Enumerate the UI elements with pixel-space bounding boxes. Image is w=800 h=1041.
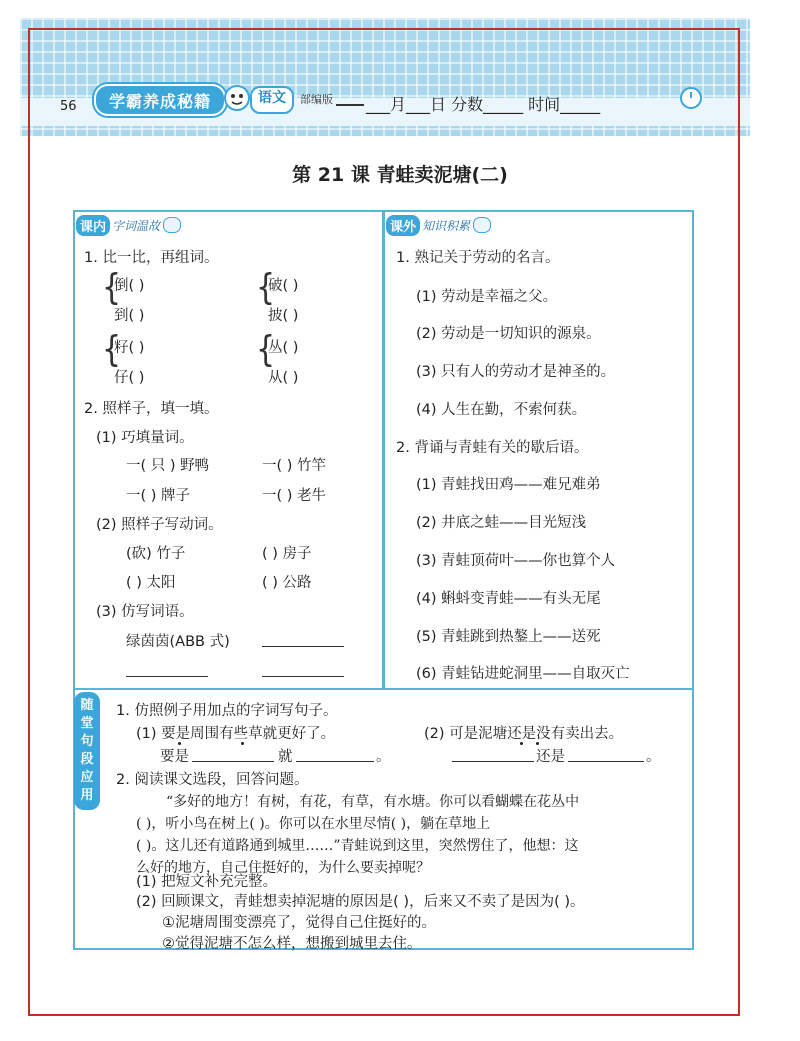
saying-item: (3) 只有人的劳动才是神圣的。 (416, 364, 616, 380)
idiom-item: (2) 井底之蛙——目光短浅 (416, 515, 587, 531)
clock-icon (680, 87, 702, 109)
measure-word-item: 一( ) 竹竿 (262, 458, 327, 474)
vlabel-char: 随 (80, 698, 94, 713)
answer-blank[interactable] (192, 761, 274, 762)
word-cong-from: 从( ) (268, 370, 299, 386)
abb-prompt: 绿茵茵(ABB 式) (126, 634, 230, 650)
right-section-tag: 课外 (386, 215, 420, 236)
question-frog-idioms: 2. 背诵与青蛙有关的歇后语。 (396, 440, 589, 456)
brace-icon: { (256, 328, 276, 371)
emphasis-dot (241, 742, 244, 745)
sub-measure-words: (1) 巧填量词。 (96, 430, 194, 446)
passage-line: “多好的地方！有树，有花，有草，有水塘。你可以看蝴蝶在花丛中 (166, 794, 580, 810)
word-zi: 籽( ) (114, 340, 145, 356)
answer-option-1: ①泥塘周围变漂亮了，觉得自己住挺好的。 (162, 915, 436, 931)
emphasis-dot (520, 742, 523, 745)
right-section-header (386, 214, 491, 236)
vlabel-char: 段 (80, 752, 94, 767)
left-section-tag: 课内 (76, 215, 110, 236)
series-banner: 学霸养成秘籍 (94, 84, 226, 116)
brace-icon: { (102, 328, 122, 371)
passage-line: ( )。这儿还有道路通到城里……”青蛙说到这里，突然愣住了，他想：这 (136, 838, 579, 854)
answer-option-2: ②觉得泥塘不怎么样，想搬到城里去住。 (162, 936, 422, 952)
measure-word-item: 一( ) 牌子 (126, 488, 191, 504)
word-pi: 披( ) (268, 308, 299, 324)
vlabel-char: 应 (80, 770, 94, 785)
fill-jiu: 就 (278, 749, 293, 765)
verb-item: (砍) 竹子 (126, 546, 186, 562)
vlabel-char: 用 (80, 788, 94, 803)
sub-question-reason: (2) 回顾课文，青蛙想卖掉泥塘的原因是( )，后来又不卖了是因为( )。 (136, 894, 585, 910)
answer-blank[interactable] (262, 676, 344, 677)
brace-icon: { (256, 266, 276, 309)
example-sentence-1: (1) 要是周围有些草就更好了。 (136, 726, 336, 742)
measure-word-item: 一( ) 老牛 (262, 488, 327, 504)
question-compare: 1. 比一比，再组词。 (84, 250, 219, 266)
fill-period: 。 (646, 749, 661, 765)
answer-blank[interactable] (262, 646, 344, 647)
measure-word-item: 一( 只 ) 野鸭 (126, 458, 210, 474)
sub-verbs: (2) 照样子写动词。 (96, 517, 223, 533)
passage-line: ( )，听小鸟在树上( )。你可以在水里尽情( )，躺在草地上 (136, 816, 491, 832)
saying-item: (1) 劳动是幸福之父。 (416, 289, 558, 305)
subject-tag: 语文 (250, 86, 294, 114)
mascot-icon (222, 80, 252, 112)
verb-item: ( ) 公路 (262, 575, 312, 591)
answer-blank[interactable] (568, 761, 644, 762)
brace-icon: { (102, 266, 122, 309)
idiom-item: (3) 青蛙顶荷叶——你也算个人 (416, 553, 616, 569)
left-section-label: 字词温故 (112, 218, 161, 233)
idiom-item: (5) 青蛙跳到热鏊上——送死 (416, 629, 601, 645)
answer-blank[interactable] (296, 761, 374, 762)
idiom-item: (1) 青蛙找田鸡——难兄难弟 (416, 477, 601, 493)
word-dao-arrive: 到( ) (114, 308, 145, 324)
fill-haishi: 还是 (536, 749, 565, 765)
question-labor-sayings: 1. 熟记关于劳动的名言。 (396, 250, 560, 266)
passage-line: 么好的地方，自己住挺好的，为什么要卖掉呢？ (136, 860, 430, 876)
word-po: 破( ) (268, 278, 299, 294)
question-imitate-sentence: 1. 仿照例子用加点的字词写句子。 (116, 703, 338, 719)
left-section-header (76, 214, 181, 236)
lesson-title: 第 21 课 青蛙卖泥塘(二) (292, 164, 508, 186)
word-zai: 仔( ) (114, 370, 145, 386)
header-divider (336, 104, 364, 106)
vlabel-char: 句 (80, 734, 94, 749)
vlabel-char: 堂 (80, 716, 94, 731)
sub-question-complete: (1) 把短文补充完整。 (136, 874, 278, 890)
fill-yaoshi: 要是 (160, 749, 189, 765)
verb-item: ( ) 太阳 (126, 575, 176, 591)
idiom-item: (6) 青蛙钻进蛇洞里——自取灭亡 (416, 666, 630, 682)
vertical-section-label (74, 692, 100, 810)
cloud-icon (473, 217, 491, 233)
edition-label: 部编版 (300, 93, 333, 106)
word-dao-pour: 倒( ) (114, 278, 145, 294)
saying-item: (4) 人生在勤，不索何获。 (416, 402, 587, 418)
question-follow-example: 2. 照样子，填一填。 (84, 401, 219, 417)
word-cong-cluster: 丛( ) (268, 340, 299, 356)
answer-blank[interactable] (452, 761, 534, 762)
idiom-item: (4) 蝌蚪变青蛙——有头无尾 (416, 591, 601, 607)
example-sentence-2: (2) 可是泥塘还是没有卖出去。 (424, 726, 624, 742)
cloud-icon (163, 217, 181, 233)
date-score-time-fields: ___月___日 分数_____ 时间_____ (366, 95, 601, 114)
question-read-passage: 2. 阅读课文选段，回答问题。 (116, 772, 309, 788)
sub-imitate-words: (3) 仿写词语。 (96, 604, 194, 620)
verb-item: ( ) 房子 (262, 546, 312, 562)
saying-item: (2) 劳动是一切知识的源泉。 (416, 326, 601, 342)
answer-blank[interactable] (126, 676, 208, 677)
page-number: 56 (60, 99, 77, 114)
fill-period: 。 (376, 749, 391, 765)
right-section-label: 知识积累 (422, 218, 471, 233)
